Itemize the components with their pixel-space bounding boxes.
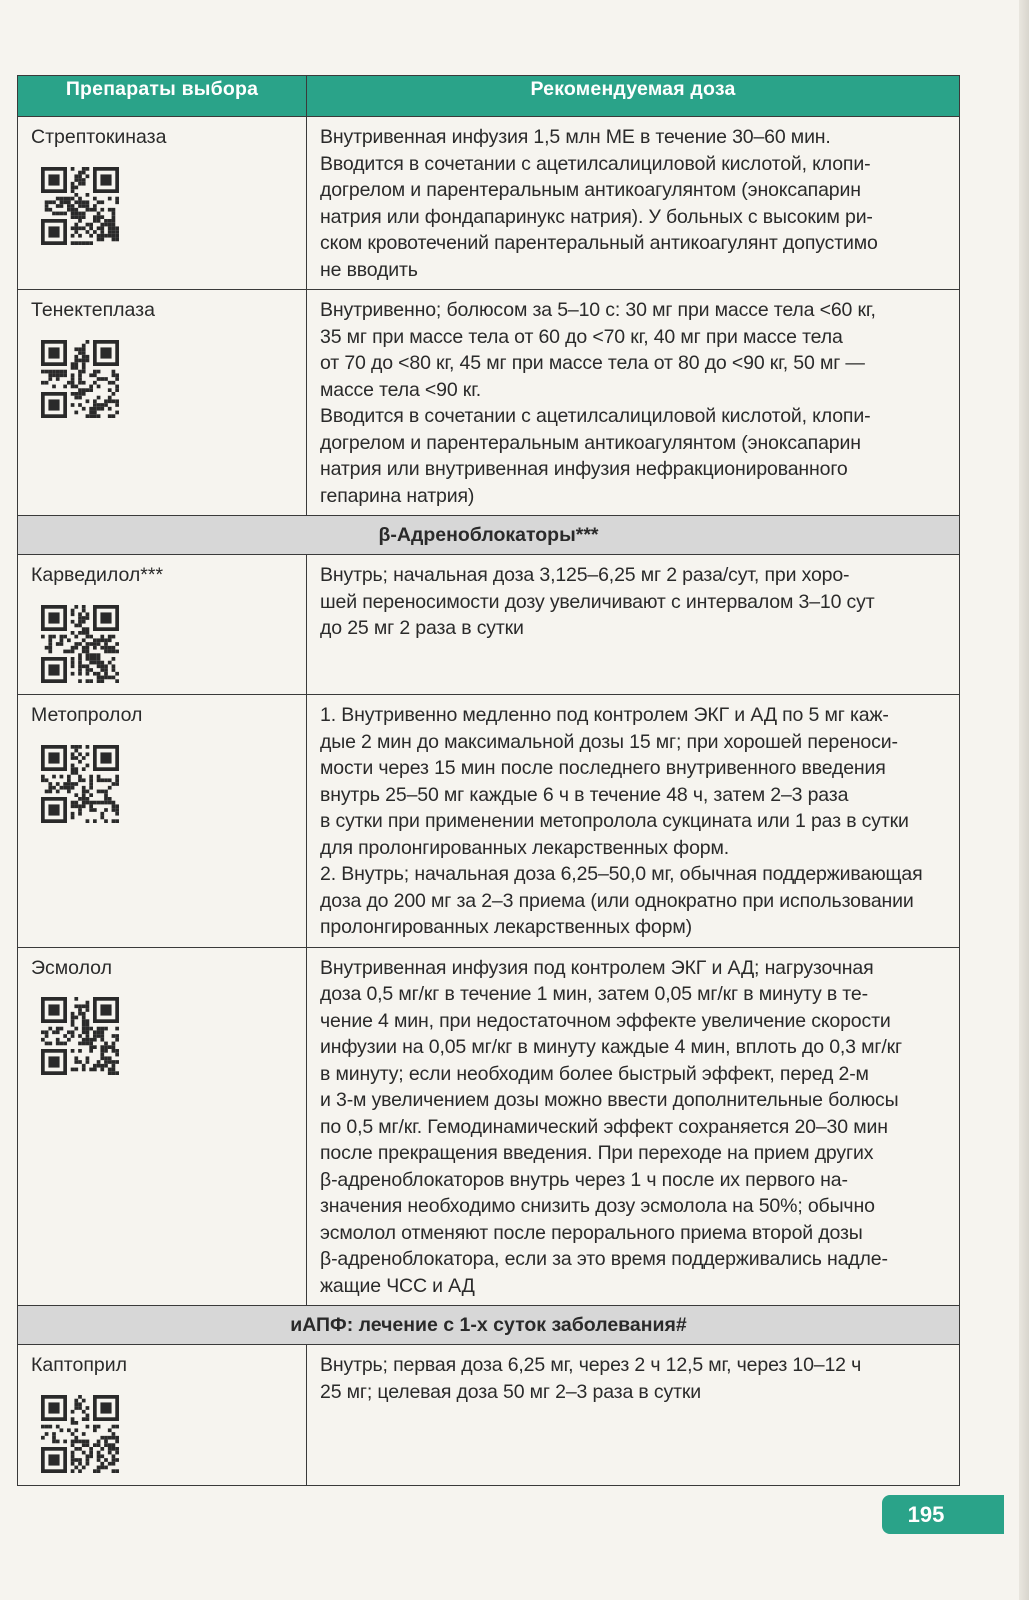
drug-cell	[18, 290, 307, 516]
dose-cell	[307, 290, 960, 516]
page-edge	[1019, 0, 1029, 1600]
header-drugs: Препараты выбора	[18, 76, 307, 117]
drug-cell	[18, 1345, 307, 1486]
page-number: 195	[882, 1495, 986, 1534]
table-header-row	[18, 76, 960, 117]
dose-text: Внутривенная инфузия 1,5 млн МЕ в течение 30–60 мин. Вводится в сочетании с ацетилсалициловой кислотой, клопи- догрелом и парентеральным антикоагулянтом (эноксапарин натрия или фондапаринукс натрия). У больных с высоким ри- ском кровотечений парентеральный антикоагулянт допустимо не вводить	[320, 126, 878, 281]
qr-code-icon[interactable]	[41, 745, 119, 823]
table-row	[18, 290, 960, 516]
drug-name: Эсмолол	[31, 956, 112, 979]
section-title: иАПФ: лечение с 1-х суток заболевания#	[18, 1306, 960, 1345]
page-tab	[986, 1495, 1004, 1534]
dose-cell	[307, 1345, 960, 1486]
drug-cell	[18, 947, 307, 1306]
drug-name: Каптоприл	[31, 1354, 127, 1376]
drug-name: Тенектеплаза	[31, 299, 155, 321]
drug-dose-table	[17, 75, 960, 1486]
drug-cell	[18, 555, 307, 695]
drug-name: Карведилол***	[31, 564, 164, 586]
dose-text: Внутрь; первая доза 6,25 мг, через 2 ч 12,5 мг, через 10–12 ч 25 мг; целевая доза 50 мг 2–3 раза в сутки	[320, 1354, 862, 1403]
dose-cell	[307, 555, 960, 695]
qr-code-icon[interactable]	[41, 997, 119, 1075]
dose-cell	[307, 117, 960, 290]
qr-code-icon[interactable]	[41, 1395, 119, 1473]
table-row	[18, 117, 960, 290]
drug-name: Метопролол	[31, 704, 143, 726]
section-row	[18, 516, 960, 555]
table-row	[18, 947, 960, 1306]
header-dose: Рекомендуемая доза	[307, 76, 960, 117]
dose-text: Внутривенно; болюсом за 5–10 с: 30 мг при массе тела <60 кг, 35 мг при массе тела от 60 до <70 кг, 40 мг при массе тела от 70 до <80 кг, 45 мг при массе тела от 80 до <90 кг, 50 мг — массе тела <90 кг. Вводится в сочетании с ацетилсалициловой кислотой, клопи- догрелом и парентеральным антикоагулянтом (эноксапарин натрия или внутривенная инфузия нефракционированного гепарина натрия)	[320, 299, 876, 507]
drug-cell	[18, 117, 307, 290]
qr-code-icon[interactable]	[41, 167, 119, 245]
dose-text: Внутрь; начальная доза 3,125–6,25 мг 2 раза/сут, при хоро- шей переносимости дозу увеличивают с интервалом 3–10 сут до 25 мг 2 раза в сутки	[320, 564, 875, 639]
dose-cell	[307, 947, 960, 1306]
dose-text: 1. Внутривенно медленно под контролем ЭКГ и АД по 5 мг каж- дые 2 мин до максимальной дозы 15 мг; при хорошей переноси- мости через 15 мин после последнего внутривенного введения внутрь 25–50 мг каждые 6 ч в течение 48 ч, затем 2–3 раза в сутки при применении метопролола сукцината или 1 раз в сутки для пролонгированных лекарственных форм. 2. Внутрь; начальная доза 6,25–50,0 мг, обычная поддерживающая доза до 200 мг за 2–3 приема (или однократно при использовании пролонгированных лекарственных форм)	[320, 704, 923, 938]
qr-code-icon[interactable]	[41, 605, 119, 683]
drug-cell	[18, 695, 307, 948]
section-row	[18, 1306, 960, 1345]
drug-name: Стрептокиназа	[31, 126, 167, 148]
table-row	[18, 555, 960, 695]
table-row	[18, 695, 960, 948]
qr-code-icon[interactable]	[41, 340, 119, 418]
dose-text: Внутривенная инфузия под контролем ЭКГ и АД; нагрузочная доза 0,5 мг/кг в течение 1 мин, затем 0,05 мг/кг в минуту в те- чение 4 мин, при недостаточном эффекте увеличение скорости инфузии на 0,05 мг/кг в минуту каждые 4 мин, вплоть до 0,3 мг/кг в минуту; если необходим более быстрый эффект, перед 2-м и 3-м увеличением дозы можно ввести дополнительные болюсы по 0,5 мг/кг. Гемодинамический эффект сохраняется 20–30 мин после прекращения введения. При переходе на прием других β-адреноблокаторов внутрь через 1 ч после их первого на- значения необходимо снизить дозу эсмолола на 50%; обычно эсмолол отменяют после перорального приема второй дозы β-адреноблокатора, если за это время поддерживались надле- жащие ЧСС и АД	[320, 956, 902, 1297]
table-row	[18, 1345, 960, 1486]
dose-cell	[307, 695, 960, 948]
section-title: β-Адреноблокаторы***	[18, 516, 960, 555]
